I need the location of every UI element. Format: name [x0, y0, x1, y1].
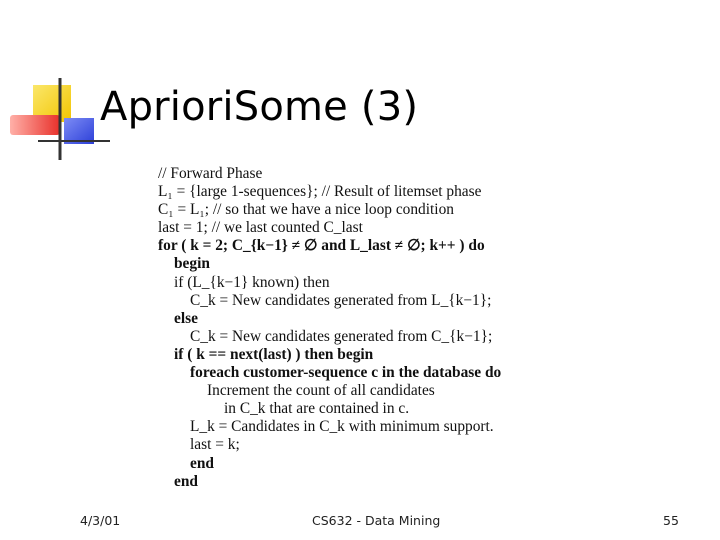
algo-line: last = k; — [190, 436, 240, 454]
algorithm-pseudocode — [158, 165, 528, 490]
algo-line: begin — [174, 255, 210, 273]
algo-line: L₁ = {large 1-sequences}; // Result of litemset phase — [158, 183, 482, 201]
footer-course: CS632 - Data Mining — [312, 513, 441, 528]
slide-logo-decoration — [0, 0, 110, 170]
algo-line: C₁ = L₁; // so that we have a nice loop condition — [158, 201, 454, 219]
algo-line: if ( k == next(last) ) then begin — [174, 345, 374, 363]
logo-red-bar — [10, 115, 60, 135]
algo-line: else — [174, 309, 198, 327]
algo-line: foreach customer-sequence c in the database do — [190, 364, 502, 382]
algo-line: end — [174, 472, 198, 490]
algo-line: L_k = Candidates in C_k with minimum support. — [190, 418, 494, 436]
algo-line: C_k = New candidates generated from L_{k−1}; — [190, 291, 492, 309]
algo-line: C_k = New candidates generated from C_{k−1}; — [190, 327, 493, 345]
footer-page-number: 55 — [663, 513, 679, 528]
algo-line: for ( k = 2; C_{k−1} ≠ ∅ and L_last ≠ ∅; k++ ) do — [158, 237, 485, 255]
footer-date: 4/3/01 — [80, 513, 121, 528]
algo-line: Increment the count of all candidates — [207, 382, 435, 400]
algo-line: last = 1; // we last counted C_last — [158, 219, 363, 237]
algo-line: // Forward Phase — [158, 165, 263, 182]
slide-title: AprioriSome (3) — [100, 84, 419, 130]
algo-line: in C_k that are contained in c. — [224, 400, 410, 418]
algo-line: if (L_{k−1} known) then — [174, 273, 330, 291]
algo-line: end — [190, 454, 214, 472]
